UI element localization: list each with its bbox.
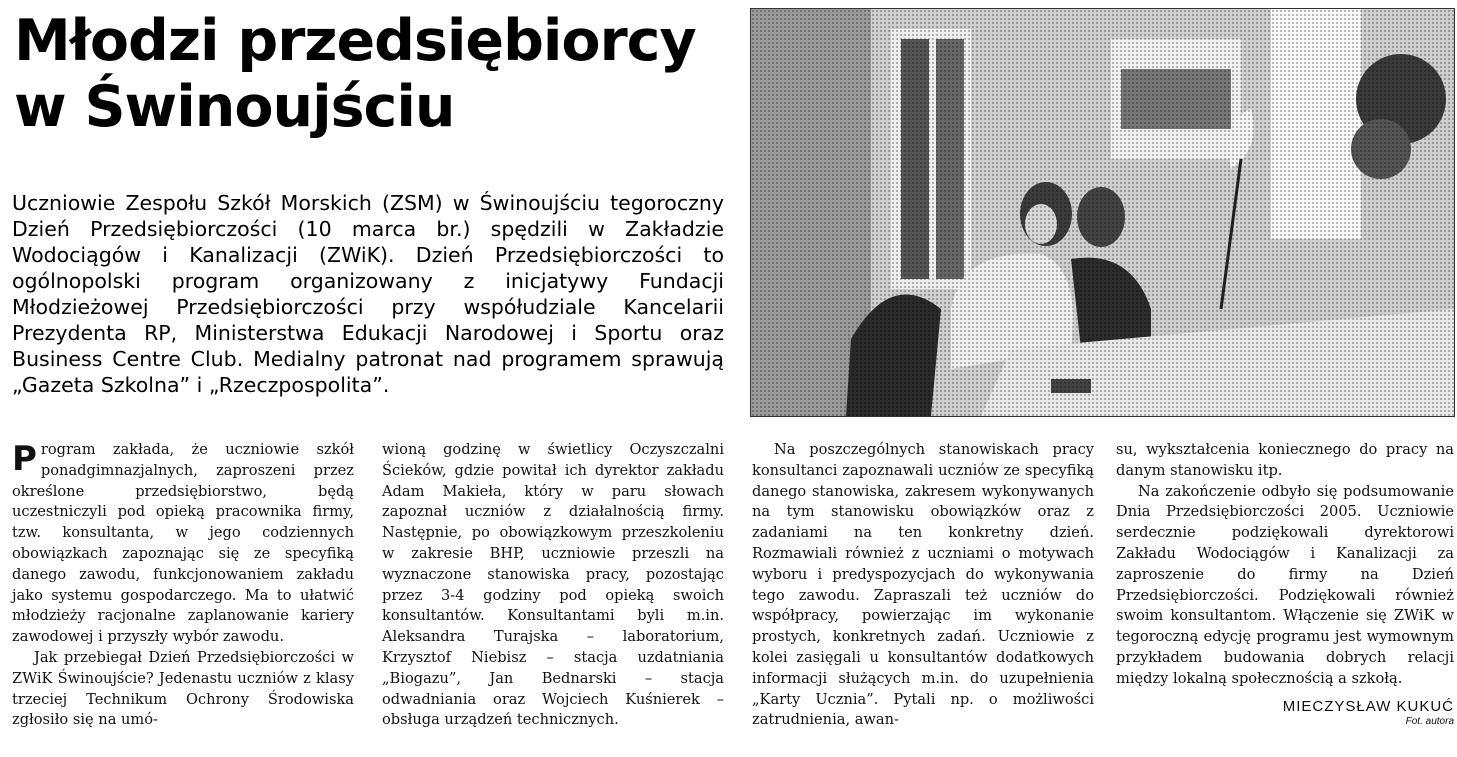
column-1 — [12, 440, 354, 731]
paragraph: su, wykształcenia koniecznego do pracy na danym stanowisku itp. — [1116, 441, 1454, 479]
article-photo — [750, 8, 1455, 417]
paragraph-intro: Program zakłada, że uczniowie szkół ponadgimnazjalnych, zaproszeni przez określone przedsiębiorstwo, będą uczestniczyli pod opieką pracownika firmy, tzw. konsultanta, w jego codziennych obowiązkach zapoznając się ze specyfiką danego zawodu, funkcjonowaniem zakładu jako systemu gospodarczego. Ma to ułatwić młodzieży racjonalne zaplanowanie kariery zawodowej i przyszły wybór zawodu. — [12, 439, 354, 646]
paragraph: Na poszczególnych stanowiskach pracy konsultanci zapoznawali uczniów ze specyfiką danego stanowiska, zakresem wykonywanych na tym stanowisku obowiązków oraz z zadaniami na ten konkretny dzień. Rozmawiali również z uczniami o motywach wyboru i predyspozycjach do wykonywania tego zawodu. Zapraszali też uczniów do współpracy, powierzając im wykonanie prostych, konkretnych zadań. Uczniowie z kolei zasięgali u konsultantów dodatkowych informacji służących m.in. do uzupełnienia „Karty Ucznia”. Pytali np. o możliwości zatrudnienia, awan- — [752, 441, 1094, 729]
headline-line-1: Młodzi przedsiębiorcy — [14, 8, 696, 74]
column-2 — [382, 440, 724, 731]
photo-illustration — [751, 9, 1454, 416]
article-lead: Uczniowie Zespołu Szkół Morskich (ZSM) w Świnoujściu tegoroczny Dzień Przedsiębiorczości (10 marca br.) spędzili w Zakładzie Wodociągów i Kanalizacji (ZWiK). Dzień Przedsiębiorczości to ogólnopolski program organizowany z inicjatywy Fundacji Młodzieżowej Przedsiębiorczości przy współudziale Kancelarii Prezydenta RP, Ministerstwa Edukacji Narodowej i Sportu oraz Business Centre Club. Medialny patronat nad programem sprawują „Gazeta Szkolna” i „Rzeczpospolita”. — [12, 191, 724, 397]
photo-credit: Fot. autora — [1405, 715, 1454, 727]
paragraph: Jak przebiegał Dzień Przedsiębiorczości w ZWiK Świnoujście? Jedenastu uczniów z klasy trzeciej Technikum Ochrony Środowiska zgłosiło się na umó- — [12, 648, 354, 729]
paragraph: wioną godzinę w świetlicy Oczyszczalni Ścieków, gdzie powitał ich dyrektor zakładu Adam Makieła, który w paru słowach zapoznał uczniów z działalnością firmy. Następnie, po obowiązkowym przeszkoleniu w zakresie BHP, uczniowie przeszli na wyznaczone stanowiska pracy, pozostając przez 3-4 godziny pod opieką swoich konsultantów. Konsultantami byli m.in. Aleksandra Turajska – laboratorium, Krzysztof Niebisz – stacja uzdatniania „Biogazu”, Jan Bednarski – stacja odwadniania oraz Wojciech Kuśnierek – obsługa urządzeń technicznych. — [382, 441, 724, 729]
article-headline — [14, 8, 734, 140]
headline-line-2: w Świnoujściu — [14, 74, 455, 140]
paragraph: Na zakończenie odbyło się podsumowanie Dnia Przedsiębiorczości 2005. Uczniowie serdecznie podziękowali dyrektorowi Zakładu Wodociągów i Kanalizacji za zaproszenie do firmy na Dzień Przedsiębiorczości. Podziękowali również swoim konsultantom. Włączenie się ZWiK w tegoroczną edycję programu jest wymownym przykładem budowania dobrych relacji między lokalną społecznością a szkołą. — [1116, 482, 1454, 687]
column-4 — [1116, 440, 1454, 728]
drop-cap: P — [12, 439, 37, 479]
column-3 — [752, 440, 1094, 731]
author-byline: MIECZYSŁAW KUKUĆ — [1282, 697, 1454, 715]
